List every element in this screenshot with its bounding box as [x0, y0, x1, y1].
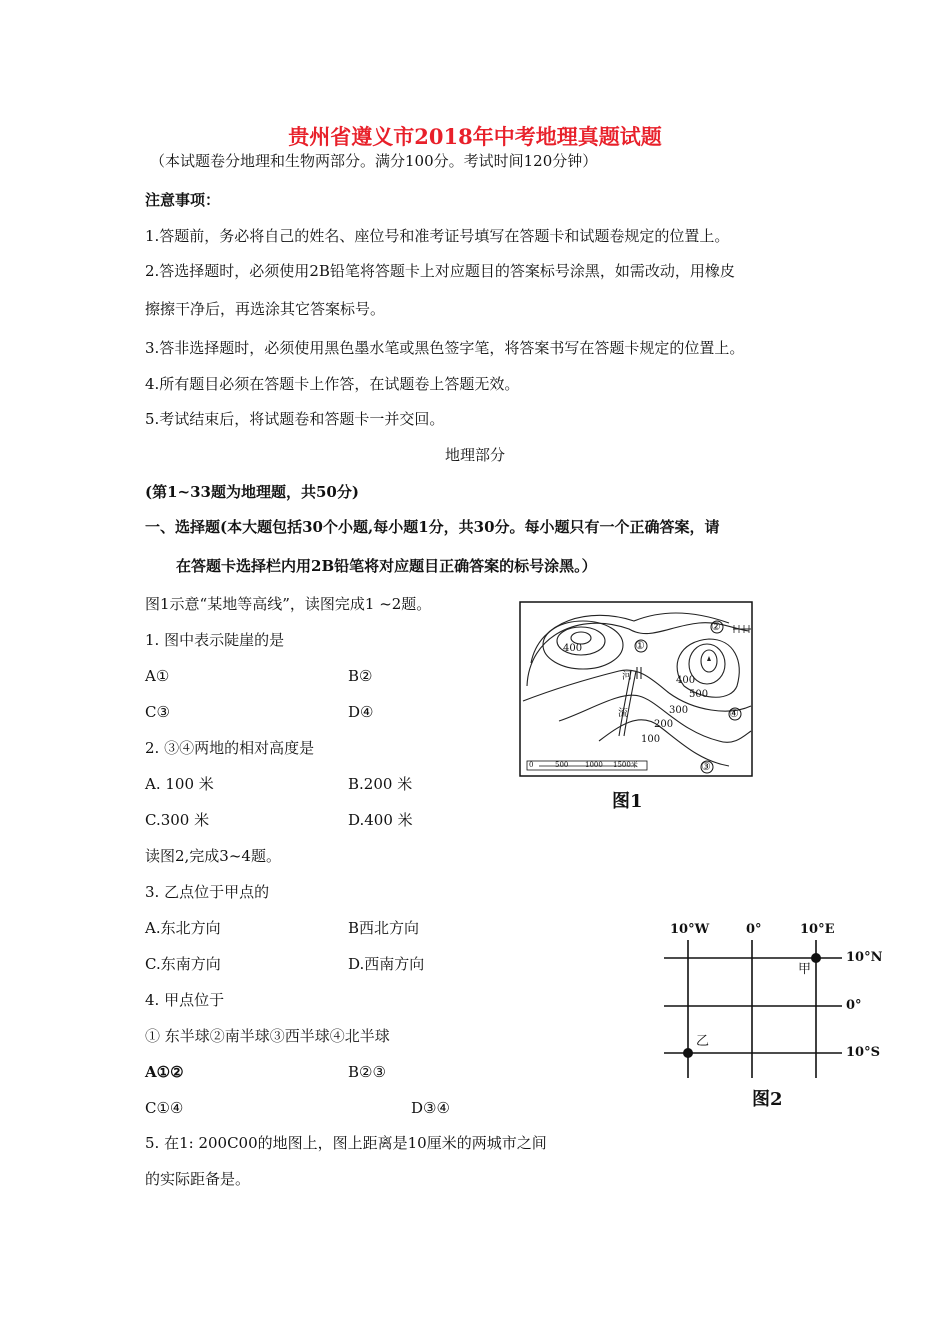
q1-option-b: B②: [348, 667, 373, 685]
figure-2-latlong-grid: [660, 922, 890, 1110]
point-jia: [811, 953, 821, 963]
q3-stem: 3. 乙点位于甲点的: [145, 883, 270, 901]
point-yi: [683, 1048, 693, 1058]
q3-option-c: C.东南方向: [145, 955, 221, 973]
river-label: 河: [622, 671, 632, 682]
q5-stem: 5. 在1: 200C00的地图上，图上距离是10厘米的两城市之间: [145, 1134, 547, 1152]
marker-4: ④: [729, 707, 739, 720]
scale-0: 0: [529, 761, 534, 769]
notice-item-2: 2.答选择题时，必须使用2B铅笔将答题卡上对应题目的答案标号涂黑，如需改动，用橡皮: [145, 262, 735, 280]
lon-10w: 10°W: [670, 922, 710, 937]
scale-500: 500: [555, 761, 569, 769]
lat-10s: 10°S: [846, 1045, 880, 1060]
section-scope: (第1~33题为地理题，共50分): [145, 483, 359, 501]
q2-option-c: C.300 米: [145, 811, 210, 829]
scale-1000: 1000: [585, 761, 603, 769]
label-jia: 甲: [798, 962, 812, 977]
q2-option-a: A. 100 米: [145, 775, 214, 793]
contour-label-400b: 400: [676, 675, 696, 686]
q4-option-b: B②③: [348, 1063, 386, 1081]
subtitle: （本试题卷分地理和生物两部分。满分100分。考试时间120分钟）: [150, 152, 598, 170]
lat-0: 0°: [846, 998, 862, 1013]
q1-stem: 1. 图中表示陡崖的是: [145, 631, 285, 649]
notice-item-1: 1.答题前，务必将自己的姓名、座位号和准考证号填写在答题卡和试题卷规定的位置上。: [145, 227, 730, 245]
figure-1-caption: 图1: [612, 791, 643, 812]
q1-option-c: C③: [145, 703, 170, 721]
q4-option-a: A①②: [145, 1063, 184, 1081]
lon-0: 0°: [746, 922, 762, 937]
contour-label-400: 400: [563, 643, 583, 654]
q1-option-a: A①: [145, 667, 170, 685]
notice-item-2-cont: 擦擦干净后，再选涂其它答案标号。: [145, 300, 386, 318]
contour-label-500: 500: [689, 689, 709, 700]
q2-stem: 2. ③④两地的相对高度是: [145, 739, 315, 757]
lon-10e: 10°E: [800, 922, 835, 937]
q3-option-b: B西北方向: [348, 919, 420, 937]
q2-option-d: D.400 米: [348, 811, 413, 829]
label-yi: 乙: [696, 1034, 710, 1049]
q4-option-c: C①④: [145, 1099, 184, 1117]
q5-stem-cont: 的实际距备是。: [145, 1170, 251, 1188]
contour-label-300: 300: [669, 705, 689, 716]
figure-1-contour-map: [519, 601, 753, 777]
q2-option-b: B.200 米: [348, 775, 413, 793]
contour-label-100: 100: [641, 734, 661, 745]
marker-3: ③: [701, 760, 711, 773]
notice-item-3: 3.答非选择题时，必须使用黑色墨水笔或黑色签字笔，将答案书写在答题卡规定的位置上。: [145, 339, 745, 357]
scale-1500: 1500米: [613, 761, 638, 769]
q1-option-d: D④: [348, 703, 374, 721]
q3-option-a: A.东北方向: [145, 919, 221, 937]
marker-2: ②: [711, 620, 721, 633]
marker-1: ①: [635, 639, 645, 652]
lat-10n: 10°N: [846, 950, 883, 965]
q4-stem: 4. 甲点位于: [145, 991, 225, 1009]
page-title: 贵州省遵义市2018年中考地理真题试题: [288, 124, 662, 149]
q4-option-d: D③④: [411, 1099, 450, 1117]
notice-item-5: 5.考试结束后，将试题卷和答题卡一并交回。: [145, 410, 445, 428]
notice-heading: 注意事项：: [145, 191, 221, 209]
contour-label-200: 200: [654, 719, 674, 730]
figure-2-caption: 图2: [752, 1089, 783, 1110]
notice-item-4: 4.所有题目必须在答题卡上作答，在试题卷上答题无效。: [145, 375, 520, 393]
part1-instructions: 一、选择题(本大题包括30个小题,每小题1分，共30分。每小题只有一个正确答案，请: [145, 518, 720, 536]
q4-choices: ① 东半球②南半球③西半球④北半球: [145, 1027, 390, 1045]
q3-option-d: D.西南方向: [348, 955, 425, 973]
part1-instructions-cont: 在答题卡选择栏内用2B铅笔将对应题目正确答案的标号涂黑。）: [176, 557, 597, 575]
fig2-intro: 读图2,完成3~4题。: [145, 847, 281, 865]
section-name: 地理部分: [444, 446, 505, 464]
stream-label: 流: [618, 708, 628, 719]
fig1-intro: 图1示意“某地等高线”，读图完成1 ~2题。: [145, 595, 432, 613]
